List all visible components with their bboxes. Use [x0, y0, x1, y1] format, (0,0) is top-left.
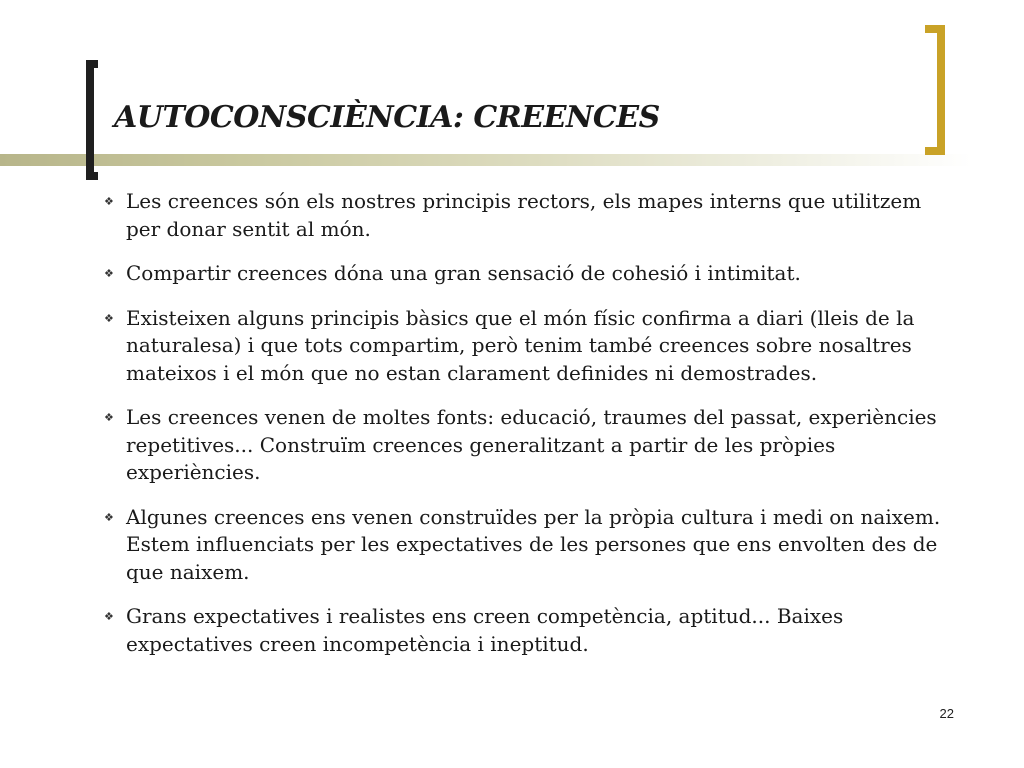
diamond-bullet-icon: ❖	[104, 267, 114, 280]
title-underline-bar	[0, 154, 972, 166]
bullet-item	[104, 188, 954, 243]
diamond-bullet-icon: ❖	[104, 195, 114, 208]
diamond-bullet-icon: ❖	[104, 311, 114, 325]
bullet-text: Algunes creences ens venen construïdes per la pròpia cultura i medi on naixem. Estem influenciats per les expectatives de les persones que ens envolten des de que naixem.	[126, 504, 941, 584]
bullet-item	[104, 603, 954, 658]
diamond-bullet-icon: ❖	[104, 411, 114, 424]
bullet-item	[104, 404, 954, 487]
diamond-bullet-icon: ❖	[104, 610, 114, 623]
right-bracket-decoration	[925, 25, 945, 155]
bullet-text: Les creences són els nostres principis rectors, els mapes interns que utilitzem per donar sentit al món.	[126, 189, 922, 241]
page-number: 22	[939, 706, 954, 721]
bullet-text: Grans expectatives i realistes ens creen competència, aptitud... Baixes expectatives creen incompetència i ineptitud.	[126, 604, 844, 656]
bullet-list	[104, 188, 954, 675]
slide-title: AUTOCONSCIÈNCIA: CREENCES	[114, 100, 660, 135]
left-bracket-decoration	[86, 60, 98, 180]
bullet-text: Compartir creences dóna una gran sensació de cohesió i intimitat.	[126, 261, 801, 285]
bullet-item	[104, 504, 954, 587]
bullet-item	[104, 305, 954, 388]
bullet-item	[104, 260, 954, 288]
diamond-bullet-icon: ❖	[104, 510, 114, 524]
bullet-text: Existeixen alguns principis bàsics que el món físic confirma a diari (lleis de la naturalesa) i que tots compartim, però tenim també creences sobre nosaltres mateixos i el món que no estan clarament definides ni demostrades.	[126, 305, 915, 385]
bullet-text: Les creences venen de moltes fonts: educació, traumes del passat, experiències repetitives... Construïm creences generalitzant a partir de les pròpies experiències.	[126, 405, 937, 484]
